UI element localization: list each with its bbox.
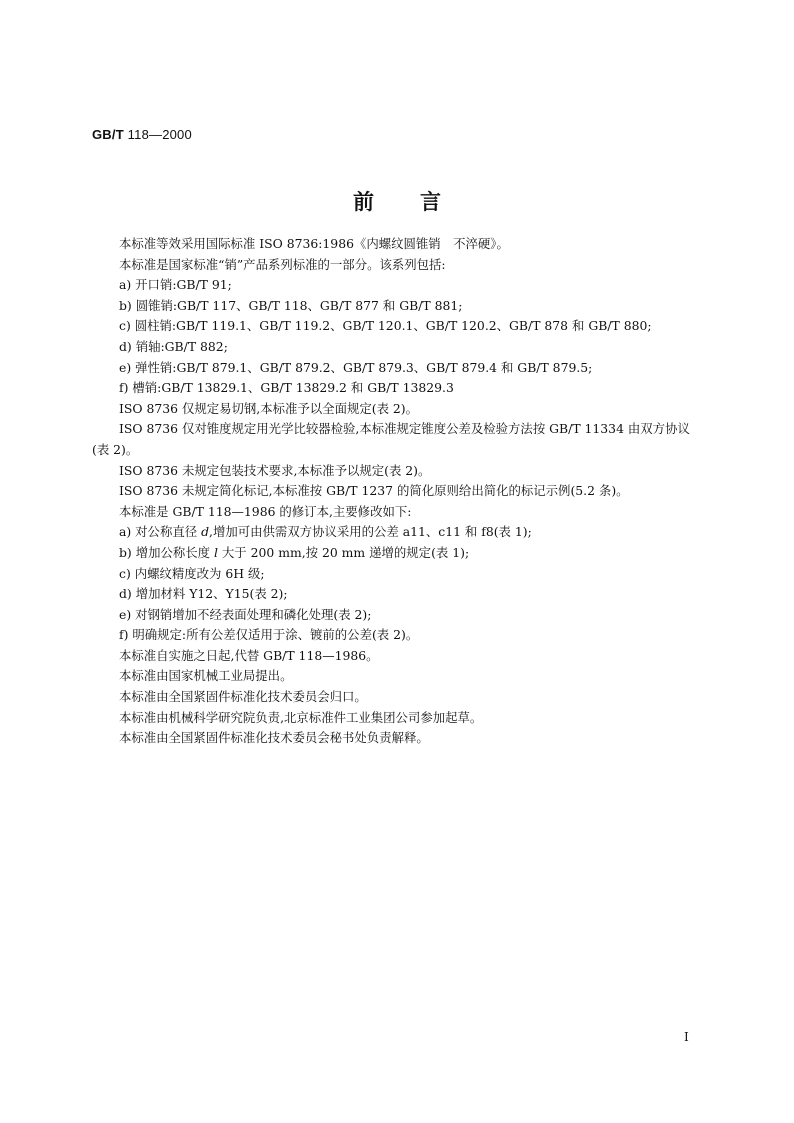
- standard-code-number: 118—2000: [127, 127, 192, 142]
- list-item: [92, 543, 702, 564]
- list-item: a) 开口销:GB/T 91;: [119, 277, 232, 293]
- foreword-body: [92, 234, 702, 749]
- paragraph: ISO 8736 仅对锥度规定用光学比较器检验,本标准规定锥度公差及检验方法按 GB/T 11334 由双方协议(表 2)。: [92, 421, 690, 457]
- paragraph: 本标准由全国紧固件标准化技术委员会归口。: [119, 689, 367, 705]
- paragraph: 本标准是国家标准“销”产品系列标准的一部分。该系列包括:: [119, 256, 446, 272]
- paragraph: 本标准自实施之日起,代替 GB/T 118—1986。: [119, 647, 379, 663]
- standard-code-prefix: GB/T: [92, 127, 124, 142]
- page-number: I: [684, 1030, 689, 1044]
- list-item-text: a) 对公称直径: [119, 524, 202, 540]
- paragraph: 本标准等效采用国际标准 ISO 8736:1986《内螺纹圆锥销 不淬硬》。: [119, 236, 509, 251]
- list-item-text: 大于 200 mm,按 20 mm 递增的规定(表 1);: [217, 544, 470, 560]
- diameter-symbol: d: [201, 524, 209, 540]
- page-title: 前言: [353, 189, 487, 214]
- list-item: f) 明确规定:所有公差仅适用于涂、镀前的公差(表 2)。: [119, 627, 419, 643]
- list-item: b) 圆锥销:GB/T 117、GB/T 118、GB/T 877 和 GB/T 881;: [119, 297, 463, 313]
- length-symbol: l: [214, 544, 218, 560]
- paragraph: 本标准是 GB/T 118—1986 的修订本,主要修改如下:: [119, 503, 412, 519]
- paragraph: ISO 8736 未规定简化标记,本标准按 GB/T 1237 的简化原则给出简化的标记示例(5.2 条)。: [119, 483, 629, 499]
- standard-code: [92, 127, 192, 142]
- list-item: f) 槽销:GB/T 13829.1、GB/T 13829.2 和 GB/T 13829.3: [119, 380, 454, 396]
- list-item: e) 对钢销增加不经表面处理和磷化处理(表 2);: [119, 606, 372, 622]
- list-item: c) 圆柱销:GB/T 119.1、GB/T 119.2、GB/T 120.1、GB/T 120.2、GB/T 878 和 GB/T 880;: [119, 318, 652, 334]
- list-item-text: ,增加可由供需双方协议采用的公差 a11、c11 和 f8(表 1);: [209, 524, 532, 540]
- list-item-text: b) 增加公称长度: [119, 544, 214, 560]
- list-item: d) 增加材料 Y12、Y15(表 2);: [119, 586, 288, 602]
- paragraph: ISO 8736 仅规定易切钢,本标准予以全面规定(表 2)。: [119, 400, 419, 416]
- paragraph: 本标准由全国紧固件标准化技术委员会秘书处负责解释。: [119, 730, 429, 746]
- list-item: d) 销轴:GB/T 882;: [119, 338, 228, 354]
- list-item: e) 弹性销:GB/T 879.1、GB/T 879.2、GB/T 879.3、GB/T 879.4 和 GB/T 879.5;: [119, 359, 593, 375]
- paragraph: 本标准由机械科学研究院负责,北京标准件工业集团公司参加起草。: [119, 709, 483, 725]
- list-item: [92, 522, 702, 543]
- list-item: c) 内螺纹精度改为 6H 级;: [119, 565, 265, 581]
- paragraph: ISO 8736 未规定包装技术要求,本标准予以规定(表 2)。: [119, 462, 431, 478]
- paragraph: 本标准由国家机械工业局提出。: [119, 668, 293, 684]
